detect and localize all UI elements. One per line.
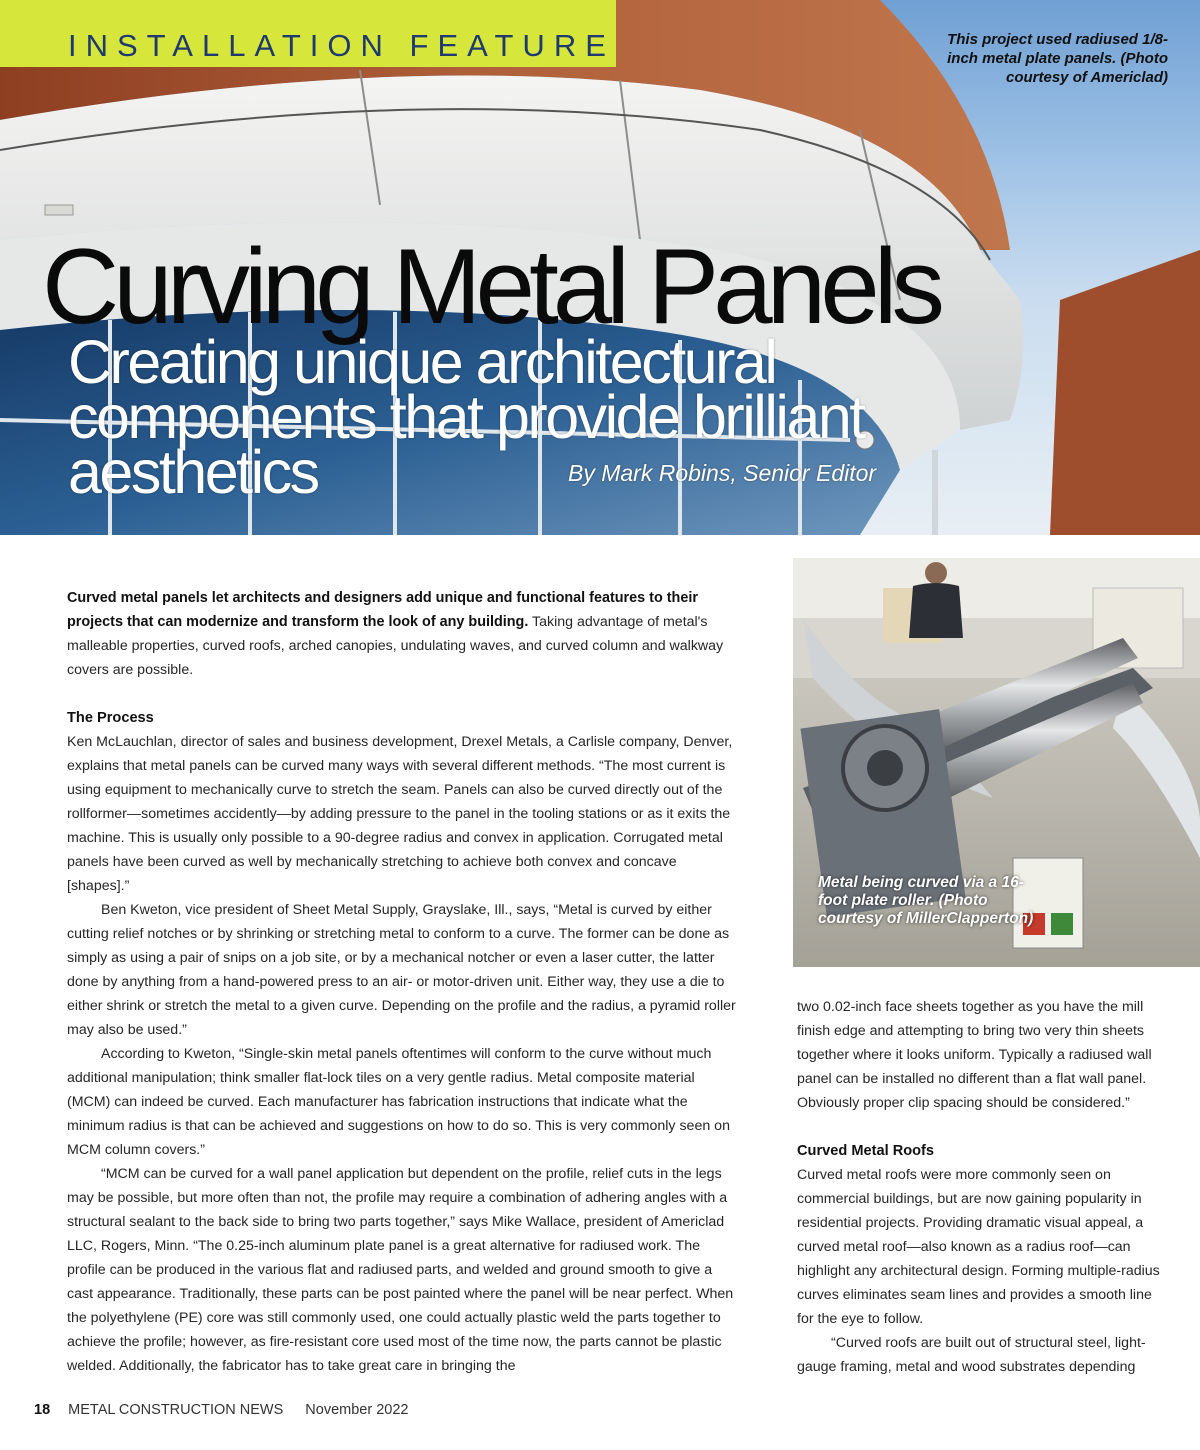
paragraph: “Curved roofs are built out of structural steel, light-gauge framing, metal and wood substrates depending: [797, 1335, 1146, 1375]
article-byline: By Mark Robins, Senior Editor: [568, 460, 877, 486]
section-kicker: [0, 0, 616, 67]
section-heading-process: The Process: [67, 710, 154, 726]
paragraph: According to Kweton, “Single-skin metal panels oftentimes will conform to the curve without much additional manipulation; think smaller flat-lock tiles on a very gentle radius. Metal composite material (MCM) can indeed be curved. Each manufacturer has fabrication instructions that indicate what the minimum radius is that can be achieved and suggestions on how to do so. This is very commonly seen on MCM column covers.”: [67, 1046, 730, 1158]
article-column-left: [67, 586, 739, 1378]
article-subtitle: Creating unique architectural components that provide brilliant aesthetics: [68, 328, 864, 506]
plate-roller-photo: [793, 558, 1200, 967]
paragraph: two 0.02-inch face sheets together as you have the mill finish edge and attempting to bring two very thin sheets together where it looks uniform. Typically a radiused wall panel can be installed no different than a flat wall panel. Obviously proper clip spacing should be considered.”: [797, 999, 1152, 1111]
page-number: 18: [34, 1402, 51, 1418]
article-column-right: [797, 995, 1169, 1379]
article-title: Curving Metal Panels: [42, 226, 939, 346]
magazine-name: METAL CONSTRUCTION NEWS: [68, 1402, 284, 1418]
kicker-text: INSTALLATION FEATURE: [68, 28, 615, 63]
hero-photo-caption: This project used radiused 1/8-inch metal plate panels. (Photo courtesy of Americlad): [947, 31, 1168, 86]
paragraph: Ben Kweton, vice president of Sheet Metal Supply, Grayslake, Ill., says, “Metal is curved by either cutting relief notches or by shrinking or stretching metal to conform to a curve. The former can be done as simply as using a pair of snips on a job site, or by a mechanical notcher or even a laser cutter, the latter done by anything from a hand-powered press to an air- or motor-driven unit. Either way, they use a die to either shrink or stretch the metal to a given curve. Depending on the profile and the radius, a pyramid roller may also be used.”: [67, 902, 736, 1038]
intro-rest: Taking advantage of metal's malleable properties, curved roofs, arched canopies, undulating waves, and curved column and walkway covers are possible.: [67, 614, 724, 678]
paragraph: Curved metal roofs were more commonly seen on commercial buildings, but are now gaining popularity in residential projects. Providing dramatic visual appeal, a curved metal roof—also known as a radius roof—can highlight any architectural design. Forming multiple-radius curves eliminates seam lines and provides a smooth line for the eye to follow.: [797, 1167, 1160, 1327]
paragraph: “MCM can be curved for a wall panel application but dependent on the profile, relief cuts in the legs may be possible, but more often than not, the profile may require a combination of adhering angles with a structural sealant to the back side to bring two parts together,” says Mike Wallace, president of Americlad LLC, Rogers, Minn. “The 0.25-inch aluminum plate panel is a great alternative for radiused work. The profile can be produced in the various flat and radiused parts, and welded and ground smooth to give a cast appearance. Traditionally, these parts can be post painted where the panel will be near perfect. When the polyethylene (PE) core was still commonly used, one could actually plastic weld the parts together to achieve the profile; however, as fire-resistant core used most of the time now, the parts cannot be plastic welded. Additionally, the fabricator has to take great care in bringing the: [67, 1166, 734, 1374]
page-footer: [34, 1402, 408, 1418]
section-heading-curved-roofs: Curved Metal Roofs: [797, 1143, 935, 1159]
intro-paragraph: [67, 586, 739, 682]
issue-date: November 2022: [305, 1402, 409, 1418]
intro-bold: Curved metal panels let architects and designers add unique and functional features to their projects that can modernize and transform the look of any building.: [67, 590, 698, 630]
hero-photo: [0, 0, 1200, 535]
paragraph: Ken McLauchlan, director of sales and business development, Drexel Metals, a Carlisle company, Denver, explains that metal panels can be curved many ways with several different methods. “The most current is using equipment to mechanically curve to stretch the seam. Panels can also be curved directly out of the rollformer—sometimes accidently—by adding pressure to the panel in the tooling stations or as it exits the machine. This is usually only possible to a 90-degree radius and convex in application. Corrugated metal panels have been curved as well by mechanically stretching to achieve both convex and concave [shapes].”: [67, 734, 733, 894]
side-photo-caption: Metal being curved via a 16-foot plate roller. (Photo courtesy of MillerClapperton): [818, 874, 1034, 927]
